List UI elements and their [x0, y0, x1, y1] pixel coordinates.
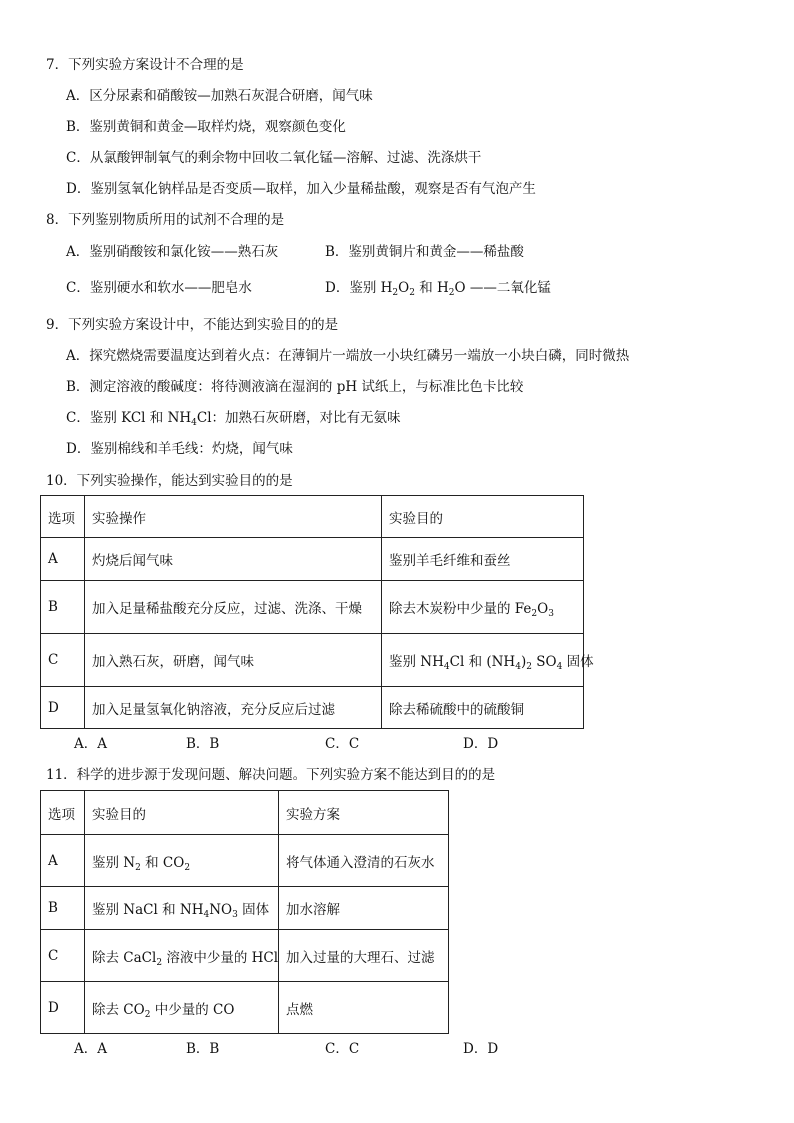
- q8-option-a: A．鉴别硝酸铵和氯化铵——熟石灰: [66, 244, 279, 260]
- q8-option-c: C．鉴别硬水和软水——肥皂水: [66, 280, 252, 296]
- goal-cell: 鉴别 $NH_4Cl$ 和 $(NH_4)_2$ $SO_4$ 固体: [382, 634, 584, 687]
- q11-answer-b: B．B: [186, 1041, 220, 1057]
- q10-stem: 10．下列实验操作，能达到实验目的的是: [46, 473, 293, 489]
- q10-answer-d: D．D: [463, 736, 499, 752]
- q7-option-b: B．鉴别黄铜和黄金—取样灼烧，观察颜色变化: [66, 119, 346, 135]
- option-cell: B: [41, 581, 85, 634]
- operation-cell: 灼烧后闻气味: [85, 538, 382, 581]
- q8-option-b: B．鉴别黄铜片和黄金——稀盐酸: [325, 244, 524, 260]
- q10-answer-c: C．C: [325, 736, 360, 752]
- q9-option-b: B．测定溶液的酸碱度：将待测液滴在湿润的 pH 试纸上，与标准比色卡比较: [66, 379, 524, 395]
- table-row: [41, 687, 584, 729]
- option-cell: A: [41, 538, 85, 581]
- option-cell: C: [41, 634, 85, 687]
- q9-stem: 9．下列实验方案设计中，不能达到实验目的的是: [46, 317, 339, 333]
- goal-cell: 除去 CaCl$_2$ 溶液中少量的 HCl: [85, 930, 279, 982]
- table-header-row: [41, 791, 449, 835]
- q9-option-a: A．探究燃烧需要温度达到着火点：在薄铜片一端放一小块红磷另一端放一小块白磷，同时微热: [66, 348, 630, 364]
- option-cell: B: [41, 887, 85, 930]
- table-row: [41, 835, 449, 887]
- q9-option-c: C．鉴别 KCl 和 $NH_4Cl$：加熟石灰研磨，对比有无氨味: [66, 410, 401, 428]
- option-cell: A: [41, 835, 85, 887]
- option-cell: D: [41, 687, 85, 729]
- table-row: [41, 581, 584, 634]
- operation-cell: 加入足量氢氧化钠溶液，充分反应后过滤: [85, 687, 382, 729]
- header-cell: 实验目的: [85, 791, 279, 835]
- q7-option-a: A．区分尿素和硝酸铵—加熟石灰混合研磨，闻气味: [66, 88, 373, 104]
- goal-cell: 鉴别 NaCl 和 $NH_4NO_3$ 固体: [85, 887, 279, 930]
- q10-table: [40, 495, 594, 729]
- q11-answer-c: C．C: [325, 1041, 360, 1057]
- q11-answer-a: A．A: [74, 1041, 107, 1057]
- plan-cell: 将气体通入澄清的石灰水: [279, 835, 449, 887]
- option-cell: D: [41, 982, 85, 1034]
- header-cell: 实验目的: [382, 496, 584, 538]
- goal-cell: 鉴别羊毛纤维和蚕丝: [382, 538, 584, 581]
- header-cell: 实验方案: [279, 791, 449, 835]
- operation-cell: 加入足量稀盐酸充分反应，过滤、洗涤、干燥: [85, 581, 382, 634]
- operation-cell: 加入熟石灰，研磨，闻气味: [85, 634, 382, 687]
- goal-cell: 除去木炭粉中少量的 $Fe_2O_3$: [382, 581, 584, 634]
- q9-option-d: D．鉴别棉线和羊毛线：灼烧，闻气味: [66, 441, 293, 457]
- q8-option-d: D．鉴别 $H_2O_2$ 和 $H_2O$ ——二氧化锰: [325, 280, 551, 298]
- q11-stem: 11．科学的进步源于发现问题、解决问题。下列实验方案不能达到目的的是: [46, 767, 496, 783]
- table-header-row: [41, 496, 584, 538]
- table-row: [41, 982, 449, 1034]
- header-cell: 选项: [41, 791, 85, 835]
- q11-answer-d: D．D: [463, 1041, 499, 1057]
- plan-cell: 加入过量的大理石、过滤: [279, 930, 449, 982]
- table-row: [41, 538, 584, 581]
- option-cell: C: [41, 930, 85, 982]
- q10-answer-b: B．B: [186, 736, 220, 752]
- q10-answer-a: A．A: [74, 736, 107, 752]
- table-row: [41, 930, 449, 982]
- table-row: [41, 634, 584, 687]
- plan-cell: 加水溶解: [279, 887, 449, 930]
- goal-cell: 除去稀硫酸中的硫酸铜: [382, 687, 584, 729]
- goal-cell: 除去 $CO_2$ 中少量的 CO: [85, 982, 279, 1034]
- q7-stem: 7．下列实验方案设计不合理的是: [46, 57, 244, 73]
- header-cell: 实验操作: [85, 496, 382, 538]
- q7-option-c: C．从氯酸钾制氧气的剩余物中回收二氧化锰—溶解、过滤、洗涤烘干: [66, 150, 482, 166]
- goal-cell: 鉴别 $N_2$ 和 $CO_2$: [85, 835, 279, 887]
- q8-stem: 8．下列鉴别物质所用的试剂不合理的是: [46, 212, 285, 228]
- plan-cell: 点燃: [279, 982, 449, 1034]
- header-cell: 选项: [41, 496, 85, 538]
- q11-table: [40, 790, 449, 1034]
- q7-option-d: D．鉴别氢氧化钠样品是否变质—取样，加入少量稀盐酸，观察是否有气泡产生: [66, 181, 536, 197]
- table-row: [41, 887, 449, 930]
